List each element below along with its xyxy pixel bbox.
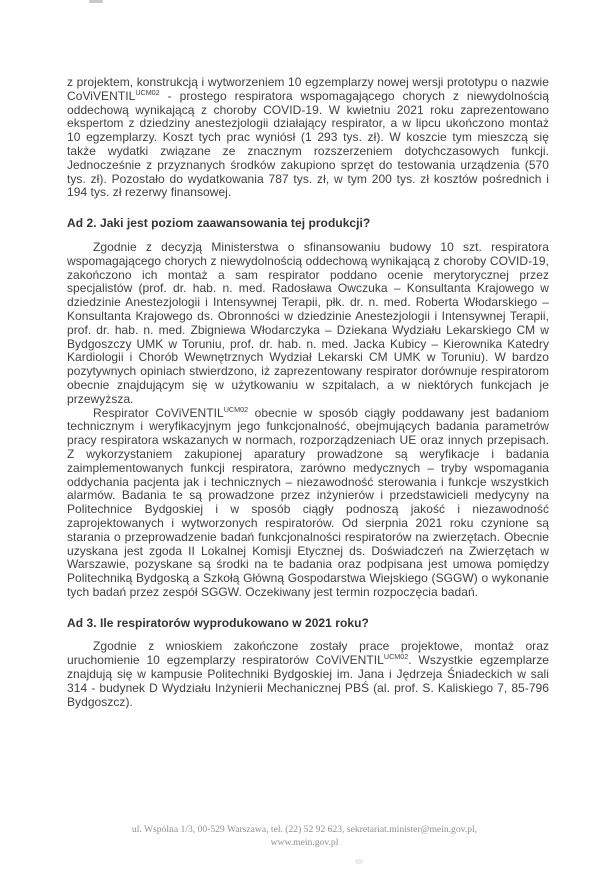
scan-artifact (355, 859, 363, 864)
paragraph (67, 404, 549, 600)
scan-artifact (89, 0, 103, 3)
paragraph (67, 76, 549, 200)
text-run: Ad 2. Jaki jest poziom zaawansowania tej produkcji? (67, 216, 371, 231)
section-heading (67, 617, 549, 631)
paragraph (67, 241, 549, 407)
document-body (67, 76, 549, 709)
section-heading (67, 217, 549, 231)
text-run: Zgodnie z decyzją Ministerstwa o sfinansowaniu budowy 10 szt. respiratora wspomagającego chorych z niewydolnością oddechową wynikającą z choroby COVID-19, zakończono ich montaż a sam respirator poddano ocenie merytorycznej przez specjalistów (prof. dr. hab. n. med. Radosława Owczuka – Konsultanta Krajowego w dziedzinie Anestezjologii i Intensywnej Terapii, płk. dr. n. med. Roberta Włodarskiego – Konsultanta Krajowego ds. Obronności w dziedzinie Anestezjologii i Intensywnej Terapii, prof. dr. hab. n. med. Zbigniewa Włodarczyka – Dziekana Wydziału Lekarskiego CM w Bydgoszczy UMK w Toruniu, prof. dr. hab. n. med. Jacka Kubicy – Kierownika Katedry Kardiologii i Chorób Wewnętrznych Wydział Lekarski CM UMK w Toruniu). W bardzo pozytywnych opiniach stwierdzono, iż zaprezentowany respirator dorównuje respiratorom obecnie znajdującym się w użytkowaniu w szpitalach, a w niektórych funkcjach je przewyższa. (67, 239, 549, 406)
paragraph (67, 640, 549, 709)
text-run: - prostego respiratora wspomagającego chorych z niewydolnością oddechową wynikającą z choroby COVID-19. W kwietniu 2021 roku zaprezentowano ekspertom z dziedziny anestezjologii działający respirator, a w lipcu ukończono montaż 10 egzemplarzy. Koszt tych prac wyniósł (1 293 tys. zł). W koszcie tym mieszczą się także wydatki związane ze znacznym rozszerzeniem dotychczasowych funkcji. Jednocześnie z przyznanych środków zakupiono sprzęt do testowania urządzenia (570 tys. zł). Pozostało do wydatkowania 787 tys. zł, w tym 200 tys. zł kosztów pośrednich i 194 tys. zł rezerwy finansowej. (67, 88, 549, 200)
footer-website-line: www.mein.gov.pl (270, 837, 339, 848)
text-run: Ad 3. Ile respiratorów wyprodukowano w 2021 roku? (67, 615, 369, 630)
page-footer (0, 823, 609, 849)
footer-address-line: ul. Wspólna 1/3, 00-529 Warszawa, tel. (22) 52 92 623, sekretariat.minister@mein.gov.pl, (131, 824, 478, 835)
superscript-model-code: UCM02 (223, 404, 249, 414)
text-run: z projektem, konstrukcją i wytworzeniem 10 egzemplarzy nowej wersji prototypu o nazwie CoViVENTIL (67, 75, 549, 103)
text-run: Respirator CoViVENTIL (93, 405, 224, 420)
text-run: . Wszystkie egzemplarze znajdują się w kampusie Politechniki Bydgoskiej im. Jana i Jędrzeja Śniadeckich w sali 314 - budynek D Wydziału Inżynierii Mechanicznej PBŚ (al. prof. S. Kaliskiego 7, 85-796 Bydgoszcz). (67, 653, 549, 709)
text-run: Zgodnie z wnioskiem zakończone zostały prace projektowe, montaż oraz uruchomienie 10 egzemplarzy respiratorów CoViVENTIL (67, 639, 549, 668)
text-run: obecnie w sposób ciągły poddawany jest badaniom technicznym i weryfikacyjnym jego funkcjonalność, obejmujących badania parametrów pracy respiratora wskazanych w normach, rozporządzeniach UE oraz innych przepisach. Z wykorzystaniem zakupionej aparatury prowadzone są weryfikacje i badania zaimplementowanych funkcji respiratora, zarówno medycznych – tryby wspomagania oddychania pacjenta jak i technicznych – niezawodność sterowania i funkcje wszystkich alarmów. Badania te są prowadzone przez inżynierów i przedstawicieli medycyny na Politechnice Bydgoskiej i w sposób ciągły podnoszą jakość i niezawodność zaprojektowanych i wytworzonych respiratorów. Od sierpnia 2021 roku czynione są starania o przeprowadzenie badań funkcjonalności respiratorów na zwierzętach. Obecnie uzyskana jest zgoda II Lokalnej Komisji Etycznej ds. Doświadczeń na Zwierzętach w Warszawie, pozyskane są środki na te badania oraz podpisana jest umowa pomiędzy Politechniką Bydgoską a Szkołą Główną Gospodarstwa Wiejskiego (SGGW) o wykonanie tych badań przez zespół SGGW. Oczekiwany jest termin rozpoczęcia badań. (67, 405, 549, 599)
superscript-model-code: UCM02 (135, 87, 160, 97)
superscript-model-code: UCM02 (383, 652, 409, 662)
